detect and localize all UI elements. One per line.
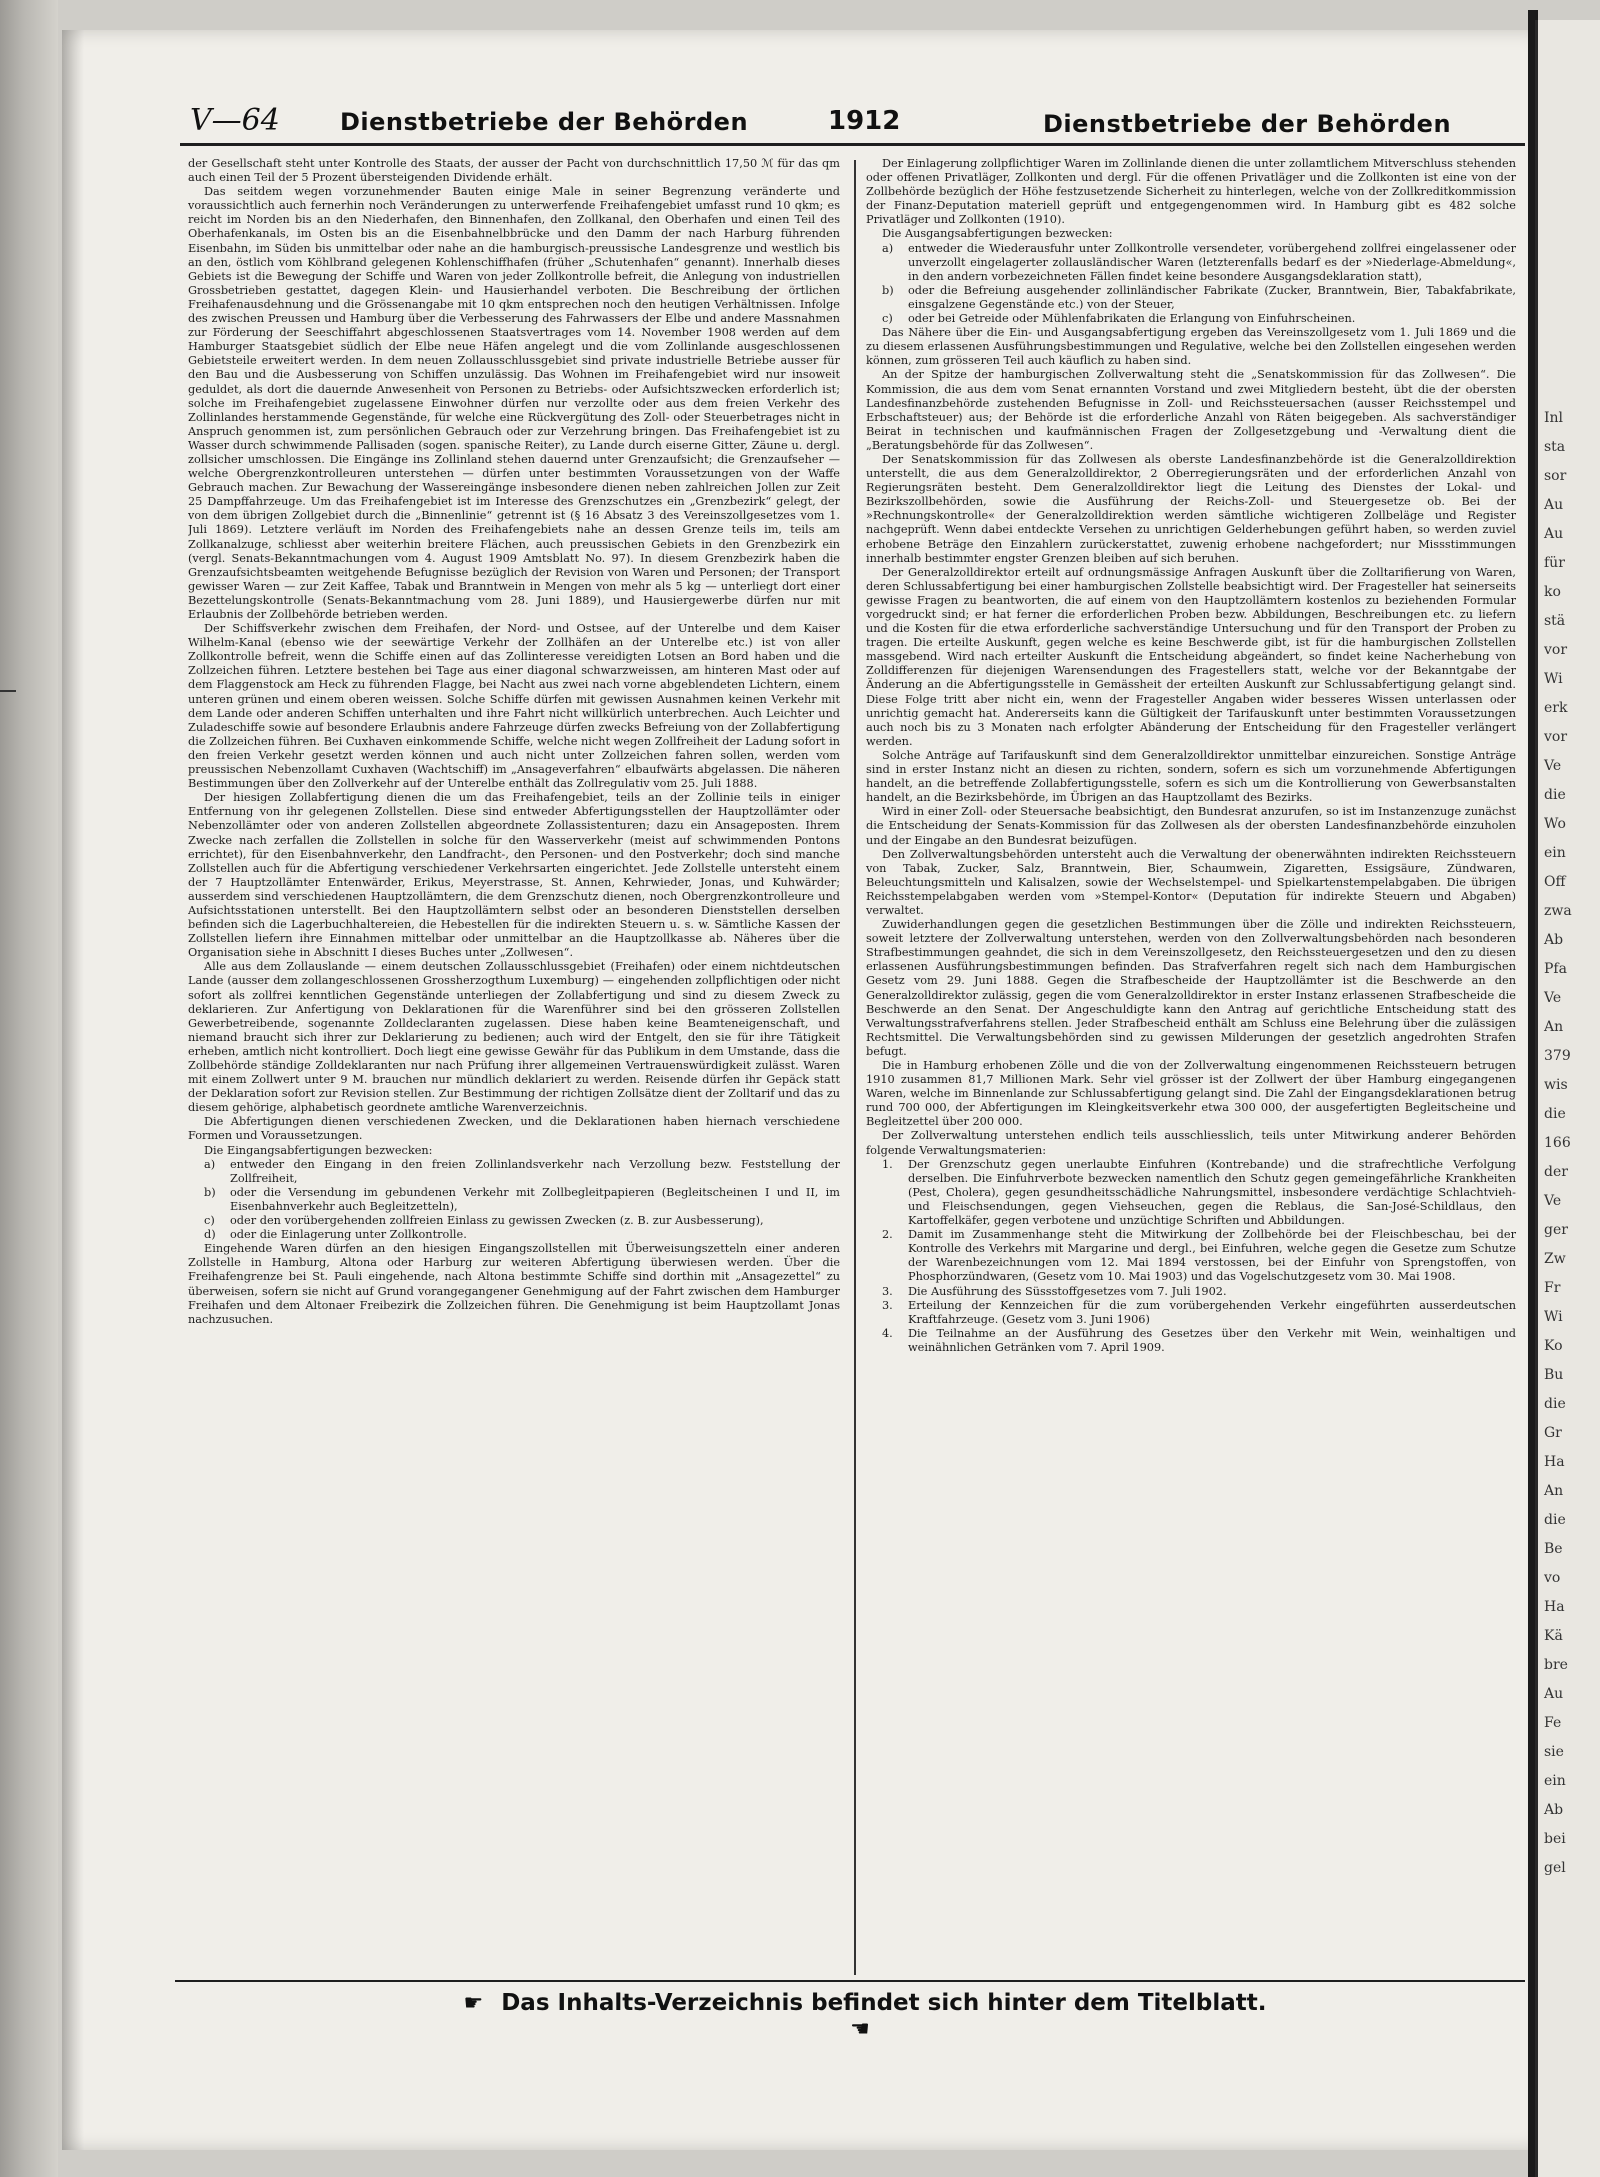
adjacent-page-fragment: der [1544, 1164, 1568, 1180]
list-item [188, 1186, 840, 1214]
adjacent-page-fragment: die [1544, 1396, 1566, 1412]
list-item-marker: d) [204, 1228, 216, 1242]
list-item-text: Damit im Zusammenhange steht die Mitwirkung der Zollbehörde bei der Fleischbeschau, bei der Kontrolle des Verkehrs mit Margarine und dergl., bei Einfuhren, welche gegen die Gesetze zum Schutze der Warenbezeichnungen vom 12. Mai 1894 verstossen, bei der Einfuhr von Sprengstoffen, von Phosphorzündwaren, (Gesetz vom 10. Mai 1903) und das Vogelschutzgesetz vom 30. Mai 1908. [908, 1228, 1516, 1284]
adjacent-page-fragment: ger [1544, 1222, 1568, 1238]
adjacent-page-fragment: Zw [1544, 1251, 1566, 1267]
adjacent-page-fragment: vor [1544, 642, 1568, 658]
footer-text: Das Inhalts-Verzeichnis befindet sich hinter dem Titelblatt. [501, 1990, 1267, 2016]
adjacent-page-fragment: Inl [1544, 410, 1564, 426]
body-paragraph: Der Senatskommission für das Zollwesen als oberste Landesfinanzbehörde ist die Generalzolldirektion unterstellt, die aus dem Generalzolldirektor, 2 Oberregierungsräten und der erforderlichen Anzahl von Regierungsräten besteht. Dem Generalzolldirektor liegt die Leitung des Dienstes der Lokal- und Bezirkszollbehörden, sowie die Ausführung der Reichs-Zoll- und Steuergesetze ob. Bei der »Rechnungskontrolle« der Generalzolldirektion werden sämtliche wichtigeren Zollbeläge und Register nachgeprüft. Wenn dabei entdeckte Versehen zu unrichtigen Gelderhebungen geführt haben, so werden zuviel erhobene Beträge den Einzahlern zurückerstattet, zuwenig erhobene nachgefordert; nur Missstimmungen innerhalb bestimmter engster Grenzen bleiben auf sich beruhen. [866, 452, 1516, 565]
right-column [866, 157, 1516, 1975]
adjacent-page-fragment: die [1544, 1512, 1566, 1528]
body-paragraph: Der Zollverwaltung unterstehen endlich teils ausschliesslich, teils unter Mitwirkung anderer Behörden folgende Verwaltungsmaterien: [866, 1129, 1516, 1157]
adjacent-page-fragment: Bu [1544, 1367, 1564, 1383]
adjacent-page-fragment: Au [1544, 497, 1564, 513]
list-item [866, 1285, 1516, 1299]
adjacent-page-fragment: Au [1544, 1686, 1564, 1702]
adjacent-page-fragment: für [1544, 555, 1565, 571]
adjacent-page-fragment: Ab [1544, 1802, 1564, 1818]
list-item-marker: 4. [882, 1326, 893, 1340]
list-item-text: oder den vorübergehenden zollfreien Einlass zu gewissen Zwecken (z. B. zur Ausbesserung), [230, 1214, 764, 1228]
list-item-marker: c) [204, 1214, 215, 1228]
body-paragraph: Alle aus dem Zollauslande — einem deutschen Zollausschlussgebiet (Freihafen) oder einem nichtdeutschen Lande (ausser dem zollangeschlossenen Grossherzogthum Luxemburg) — eingehenden zollpflichtigen oder nicht sofort als zollfrei kenntlichen Gegenstände unterliegen der Zollabfertigung und sind zu diesem Zweck zu deklarieren. Zur Anfertigung von Deklarationen für die Warenführer sind bei den grösseren Zollstellen Gewerbetreibende, sogenannte Zolldeclaranten zugelassen. Diese haben keine Beamteneigenschaft, und niemand braucht sich ihrer zur Deklarierung zu bedienen; auch wird der Entgelt, den sie für ihre Tätigkeit erheben, amtlich nicht kontrolliert. Doch liegt eine gewisse Gewähr für das Publikum in dem Umstande, dass die Zollbehörde ständige Zolldeklaranten nur nach Prüfung ihrer allgemeinen Vertrauenswürdigkeit zulässt. Waren mit einem Zollwert unter 9 M. brauchen nur mündlich deklariert zu werden. Reisende dürfen ihr Gepäck statt der Deklaration sofort zur Revision stellen. Zur Bestimmung der richtigen Zollsätze dient der Zolltarif und das zu diesem gehörige, alphabetisch geordnete amtliche Warenverzeichnis. [188, 960, 840, 1115]
ausgang-heading: Die Ausgangsabfertigungen bezwecken: [882, 227, 1113, 241]
body-paragraph: An der Spitze der hamburgischen Zollverwaltung steht die „Senatskommission für das Zollwesen“. Die Kommission, die aus dem vom Senat ernannten Vorstand und zwei Mitgliedern besteht, übt die der obersten Landesfinanzbehörde zustehenden Befugnisse in Zoll- und Reichssteuersachen (ausser Reichsstempel und Erbschaftsteuer) aus; der Behörde ist die erforderliche Anzahl von Räten beigegeben. Als sachverständiger Beirat in technischen und kaufmännischen Fragen der Zollgesetzgebung und -Verwaltung dient die „Beratungsbehörde für das Zollwesen“. [866, 368, 1516, 452]
adjacent-page-fragment: Ko [1544, 1338, 1563, 1354]
adjacent-page-fragment: Off [1544, 874, 1566, 890]
adjacent-page-fragment: Ve [1544, 990, 1562, 1006]
adjacent-page-fragment: vo [1544, 1570, 1561, 1586]
page-shadow [62, 30, 84, 2150]
adjacent-page-fragment: zwa [1544, 903, 1572, 919]
body-paragraph: Der Schiffsverkehr zwischen dem Freihafen, der Nord- und Ostsee, auf der Unterelbe und dem Kaiser Wilhelm-Kanal (ebenso wie der seewärtige Verkehr der Zollhäfen an der Unterelbe etc.) ist von aller Zollkontrolle befreit, wenn die Schiffe einen auf das Zollinteresse vereidigten Lotsen an Bord haben und die Zollzeichen führen. Letztere bestehen bei Tage aus einer diagonal schwarzweissen, am hinteren Mast oder auf dem Flaggenstock am Heck zu führenden Flagge, bei Nacht aus zwei nach vorne abgeblendeten Lichtern, einem unteren grünen und einem oberen weissen. Solche Schiffe dürfen mit gewissen Ausnahmen keinen Verkehr mit dem Lande oder anderen Schiffen unterhalten und ihre Fahrt nicht willkürlich unterbrechen. Auch Leichter und Zuladeschiffe sowie auf besondere Erlaubnis andere Fahrzeuge dürfen zwecks Befreiung von der Zollabfertigung die Zollzeichen führen. Bei Cuxhaven einkommende Schiffe, welche nicht wegen Zollfreiheit der Ladung sofort in den freien Verkehr gesetzt werden können und auch nicht unter Zollzeichen fahren sollen, werden vom preussischen Nebenzollamt Cuxhaven (Wachtschiff) im „Ansageverfahren“ elbaufwärts abgelassen. Die näheren Bestimmungen über den Zollverkehr auf der Unterelbe enthält das Zollregulativ vom 25. Juli 1888. [188, 622, 840, 791]
adjacent-page-fragment: ko [1544, 584, 1561, 600]
adjacent-page-fragment: An [1544, 1019, 1564, 1035]
body-paragraph: Zuwiderhandlungen gegen die gesetzlichen Bestimmungen über die Zölle und indirekten Reichssteuern, soweit letztere der Zollverwaltung unterstehen, werden von den Zollverwaltungsbehörden nach besonderen Strafbestimmungen geahndet, die sich in dem Vereinszollgesetz, den Reichssteuergesetzen und den zu diesen erlassenen Ausführungsbestimmungen befinden. Das Strafverfahren regelt sich nach dem Hamburgischen Gesetz vom 29. Juni 1888. Gegen die Strafbescheide der Hauptzollämter ist die Beschwerde an den Generalzolldirektor zulässig, gegen die vom Generalzolldirektor in erster Instanz erlassenen Strafbescheide die Beschwerde an den Senat. Der Angeschuldigte kann den Antrag auf gerichtliche Entscheidung statt des Verwaltungsstrafverfahrens stellen. Jeder Strafbescheid enthält am Schluss eine Belehrung über die zulässigen Rechtsmittel. Die Verwaltungsbehörden sind zu gewissen Milderungen der gesetzlich angedrohten Strafen befugt. [866, 918, 1516, 1058]
list-item-marker: a) [882, 241, 894, 255]
list-item [866, 1327, 1516, 1355]
adjacent-page-fragment: Ab [1544, 932, 1564, 948]
adjacent-page-fragment: ein [1544, 845, 1566, 861]
adjacent-page-fragment: ein [1544, 1773, 1566, 1789]
list-item-marker: a) [204, 1157, 216, 1171]
pointing-hand-left-icon: ☚ [850, 2017, 870, 2042]
adjacent-page-fragment: bre [1544, 1657, 1568, 1673]
body-paragraph: der Gesellschaft steht unter Kontrolle des Staats, der ausser der Pacht von durchschnittlich 17,50 ℳ für das qm auch einen Teil der 5 Prozent übersteigenden Dividende erhält. [188, 157, 840, 185]
adjacent-page-fragment: Ve [1544, 758, 1562, 774]
list-item-text: oder die Einlagerung unter Zollkontrolle. [230, 1228, 467, 1242]
adjacent-page-fragment: Pfa [1544, 961, 1567, 977]
adjacent-page-fragment: erk [1544, 700, 1568, 716]
body-paragraph: Solche Anträge auf Tarifauskunft sind dem Generalzolldirektor unmittelbar einzureichen. Sonstige Anträge sind in erster Instanz nicht an diesen zu richten, sondern, sofern es sich um vorzunehmende Abfertigungen handelt, an die betreffende Zollabfertigungsstelle, sofern es sich um die Kontrollierung von Gewerbsanstalten handelt, an die Bezirksbehörde, im Übrigen an das Hauptzollamt des Bezirks. [866, 748, 1516, 805]
adjacent-page-fragment: Au [1544, 526, 1564, 542]
list-item [188, 1228, 840, 1242]
adjacent-page-fragment: 379 [1544, 1048, 1571, 1064]
left-column [188, 157, 840, 1975]
list-item-text: Erteilung der Kennzeichen für die zum vorübergehenden Verkehr eingeführten ausserdeutschen Kraftfahrzeuge. (Gesetz vom 3. Juni 1906) [908, 1298, 1516, 1326]
adjacent-page-fragment: stä [1544, 613, 1566, 629]
list-item-text: entweder die Wiederausfuhr unter Zollkontrolle versendeter, vorübergehend zollfrei eingelassener oder unverzollt eingelagerter zollausländischer Waren (letzterenfalls bedarf es der »Niederlage-Abmeldung«, in den andern vorbezeichneten Fällen findet keine besondere Ausgangsdeklaration statt), [908, 241, 1516, 283]
adjacent-page-fragment: Ve [1544, 1193, 1562, 1209]
list-item-text: oder bei Getreide oder Mühlenfabrikaten die Erlangung von Einfuhrscheinen. [908, 312, 1356, 326]
adjacent-page-fragment: Wi [1544, 671, 1563, 687]
list-item [866, 1228, 1516, 1284]
list-item [866, 1299, 1516, 1327]
list-item-marker: b) [882, 283, 894, 297]
adjacent-page-fragment: gel [1544, 1860, 1566, 1876]
list-item-text: Der Grenzschutz gegen unerlaubte Einfuhren (Kontrebande) und die strafrechtliche Verfolgung derselben. Die Einfuhrverbote bezwecken namentlich den Schutz gegen gemeingefährliche Krankheiten (Pest, Cholera), gegen gesundheitsschädliche Nahrungsmittel, insbesondere verdächtige Schlachtvieh- und Fleischsendungen, gegen Viehseuchen, gegen die Reblaus, die San-José-Schildlaus, den Kartoffelkäfer, gegen verbotene und unzüchtige Schriften und Abbildungen. [908, 1157, 1516, 1228]
body-paragraph: Das Nähere über die Ein- und Ausgangsabfertigung ergeben das Vereinszollgesetz vom 1. Juli 1869 und die zu diesem erlassenen Ausführungsbestimmungen und Regulative, welche bei den Zollstellen eingesehen werden können, zum grösseren Teil auch käuflich zu haben sind. [866, 326, 1516, 368]
margin-tick-mark [0, 690, 16, 692]
adjacent-page-fragment: sta [1544, 439, 1566, 455]
column-divider [854, 160, 856, 1975]
running-title-left: Dienstbetriebe der Behörden [340, 108, 749, 136]
body-paragraph: Die in Hamburg erhobenen Zölle und die von der Zollverwaltung eingenommenen Reichssteuern betrugen 1910 zusammen 81,7 Millionen Mark. Sehr viel grösser ist der Zollwert der über Hamburg eingegangenen Waren, welche im Binnenlande zur Schlussabfertigung gelangt sind. Die Zahl der Eingangsdeklarationen betrug rund 700 000, der Abfertigungen im Kleingkeitsverkehr etwa 300 000, der ausgefertigten Begleitscheine und Begleitzettel über 200 000. [866, 1059, 1516, 1129]
header-rule [180, 143, 1525, 146]
list-item-marker: 2. [882, 1228, 893, 1242]
body-paragraph: Der Generalzolldirektor erteilt auf ordnungsmässige Anfragen Auskunft über die Zolltarifierung von Waren, deren Schlussabfertigung bei einer hamburgischen Zollstelle beabsichtigt wird. Der Fragesteller hat seinerseits gewisse Fragen zu beantworten, die auf einem von den Hauptzollämtern kostenlos zu beziehenden Formular vorgedruckt sind; er hat ferner die erforderlichen Proben bezw. Abbildungen, Beschreibungen etc. zu liefern und die Kosten für die etwa erforderliche sachverständige Untersuchung und für den Transport der Proben zu tragen. Die erteilte Auskunft, gegen welche es keine Beschwerde gibt, ist für die hamburgischen Zollstellen massgebend. Wird nach erteilter Auskunft die Entscheidung abgeändert, so findet keine Nacherhebung von Zolldifferenzen für diejenigen Warensendungen des Fragestellers statt, welche vor der Bekanntgabe der Änderung an die Abfertigungsstelle in Gemässheit der erteilten Auskunft zur Schlussabfertigung gelangt sind. Diese Folge tritt aber nicht ein, wenn der Fragesteller Angaben wider besseres Wissen unterlassen oder unrichtig gemacht hat. Andererseits kann die Gültigkeit der Tarifauskunft unter bestimmten Voraussetzungen auch noch bis zu 3 Monaten nach erfolgter Abänderung der Entscheidung für den Fragesteller verlängert werden. [866, 565, 1516, 748]
running-title-right: Dienstbetriebe der Behörden [1043, 110, 1452, 138]
right-intro-paragraph: Der Einlagerung zollpflichtiger Waren im Zollinlande dienen die unter zollamtlichem Mitverschluss stehenden oder offenen Privatläger, Zollkonten und dergl. Für die offenen Privatläger und die Zollkonten ist eine von der Zollbehörde bezüglich der Höhe festzusetzende Sicherheit zu hinterlegen, welche von der Zollkreditkommission der Finanz-Deputation materiell geprüft und entgegengenommen wird. In Hamburg gibt es 482 solche Privatläger und Zollkonten (1910). [866, 157, 1516, 227]
adjacent-page-fragment: die [1544, 787, 1566, 803]
body-paragraph: Die Abfertigungen dienen verschiedenen Zwecken, und die Deklarationen haben hiernach verschiedene Formen und Voraussetzungen. [188, 1115, 840, 1143]
footer-notice [430, 1990, 1290, 2042]
list-item-text: entweder den Eingang in den freien Zollinlandsverkehr nach Verzollung bezw. Feststellung der Zollfreiheit, [230, 1157, 840, 1185]
adjacent-page-fragment: Fr [1544, 1280, 1561, 1296]
adjacent-page-fragment: sor [1544, 468, 1567, 484]
adjacent-page-fragment: Be [1544, 1541, 1563, 1557]
page-folio: V—64 [190, 103, 280, 138]
adjacent-page-fragment: Wo [1544, 816, 1566, 832]
verwaltungsmaterien-list [866, 1158, 1516, 1355]
body-paragraph: Die Eingangsabfertigungen bezwecken: [204, 1143, 433, 1157]
adjacent-page-strip [1535, 20, 1600, 2177]
bottom-rule [175, 1980, 1525, 1982]
list-item-text: Die Teilnahme an der Ausführung des Gesetzes über den Verkehr mit Wein, weinhaltigen und weinähnlichen Getränken vom 7. April 1909. [908, 1326, 1516, 1354]
list-item-marker: b) [204, 1185, 216, 1199]
left-closing-paragraph: Eingehende Waren dürfen an den hiesigen Eingangszollstellen mit Überweisungszetteln einer anderen Zollstelle in Hamburg, Altona oder Harburg zur weiteren Abfertigung überwiesen werden. Über die Freihafengrenze bei St. Pauli eingehende, nach Altona bestimmte Schiffe sind dorthin mit „Ansagezettel“ zu überweisen, sofern sie nicht auf Grund vorangegangener Genehmigung auf der Fahrt zwischen dem Hamburger Freihafen und dem Altonaer Freibezirk die Zollzeichen führen. Die Genehmigung ist beim Hauptzollamt Jonas nachzusuchen. [188, 1242, 840, 1326]
adjacent-page-fragment: Ha [1544, 1454, 1565, 1470]
adjacent-page-fragment: Gr [1544, 1425, 1562, 1441]
list-item-marker: 3. [882, 1284, 893, 1298]
list-item [866, 312, 1516, 326]
adjacent-page-fragment: 166 [1544, 1135, 1571, 1151]
ausgang-list [866, 242, 1516, 327]
list-item-marker: c) [882, 312, 893, 326]
body-paragraph: Der hiesigen Zollabfertigung dienen die um das Freihafengebiet, teils an der Zollinie teils in einiger Entfernung von ihr gelegenen Zollstellen. Diese sind entweder Abfertigungsstellen der Hauptzollämter oder Nebenzollämter oder von anderen Zollstellen abgeordnete Zollassistenturen; dazu ein Ansageposten. Ihrem Zwecke nach zerfallen die Zollstellen in solche für den Wasserverkehr (meist auf schwimmenden Pontons errichtet), für den Eisenbahnverkehr, den Landfracht-, den Personen- und den Postverkehr; doch sind manche Zollstellen auch für die Abfertigung verschiedener Verkehrsarten eingerichtet. Jede Zollstelle untersteht einem der 7 Hauptzollämter Entenwärder, Erikus, Meyerstrasse, St. Annen, Kehrwieder, Jonas, und Kuhwärder; ausserdem sind verschiedenen Hauptzollämtern, die dem Grenzschutz dienen, noch Obergrenzkontrolleure und Aufsichtsstationen unterstellt. Bei den Hauptzollämtern selbst oder an besonderen Dienststellen derselben befinden sich die Lagerbuchhaltereien, die Hebestellen für die indirekten Steuern u. s. w. Sämtliche Kassen der Zollstellen liefern ihre Einnahmen mittelbar oder unmittelbar an die Hauptzollkasse ab. Näheres über die Organisation siehe in Abschnitt I dieses Buches unter „Zollwesen“. [188, 791, 840, 960]
list-item [188, 1214, 840, 1228]
list-item-text: oder die Versendung im gebundenen Verkehr mit Zollbegleitpapieren (Begleitscheinen I und II, im Eisenbahnverkehr auch Begleitzetteln), [230, 1185, 840, 1213]
list-item [188, 1158, 840, 1186]
body-paragraph: Wird in einer Zoll- oder Steuersache beabsichtigt, den Bundesrat anzurufen, so ist im Instanzenzuge zunächst die Entscheidung der Senats-Kommission für das Zollwesen als der obersten Landesfinanzbehörde einzuholen und der Eingabe an den Bundesrat beizufügen. [866, 805, 1516, 847]
body-paragraph: Das seitdem wegen vorzunehmender Bauten einige Male in seiner Begrenzung veränderte und voraussichtlich auch fernerhin noch Veränderungen zu unterwerfende Freihafengebiet umfasst rund 10 qkm; es reicht im Norden bis an den Niederhafen, den Binnenhafen, den Zollkanal, den Oberhafen und einen Teil des Oberhafenkanals, im Osten bis an die Eisenbahnelbbrücke und den Damm der nach Harburg führenden Eisenbahn, im Süden bis unmittelbar oder nahe an die hamburgisch-preussische Landesgrenze und westlich bis an den, östlich vom Köhlbrand gelegenen Kohlenschiffhafen (früher „Schutenhafen“ genannt). Innerhalb dieses Gebiets ist die Bewegung der Schiffe und Waren von jeder Zollkontrolle befreit, die Anlegung von industriellen Grossbetrieben gestattet, dagegen Klein- und Hausierhandel verboten. Die Beschreibung der örtlichen Freihafenausdehnung und die Grössenangabe mit 10 qkm entsprechen noch den heutigen Verhältnissen. Infolge des zwischen Preussen und Hamburg über die Verbesserung des Fahrwassers der Elbe und andere Massnahmen zur Förderung der Seeschiffahrt abgeschlossenen Staatsvertrages vom 14. November 1908 werden auf dem Hamburger Staatsgebiet südlich der Elbe neue Häfen angelegt und die vom Zollinlande ausgeschlossenen Gebietsteile erweitert werden. In dem neuen Zollausschlussgebiet sind private industrielle Betriebe ausser für den Bau und die Ausbesserung von Schiffen unzulässig. Das Wohnen im Freihafengebiet wird nur insoweit geduldet, als dort die dauernde Anwesenheit von Personen zu Betriebs- oder Aufsichtszwecken erforderlich ist; solche im Freihafengebiet zugelassene Einwohner dürfen nur verzollte oder aus dem freien Verkehr des Zollinlandes herstammende Gegenstände, für welche eine Rückvergütung des Zoll- oder Steuerbetrages nicht in Anspruch genommen ist, zum persönlichen Gebrauch oder zur Verzehrung bringen. Das Freihafengebiet ist zu Wasser durch schwimmende Pallisaden (sogen. spanische Reiter), zu Lande durch eiserne Gitter, Zäune u. dergl. zollsicher umschlossen. Die Eingänge ins Zollinland stehen dauernd unter Grenzaufsicht; die Grenzaufseher — welche Obergrenzkontrolleuren unterstehen — dürfen unter bestimmten Voraussetzungen von der Waffe Gebrauch machen. Zur Bewachung der Wassereingänge insbesondere dienen neben zahlreichen Jollen zur Zeit 25 Dampffahrzeuge. Um das Freihafengebiet ist im Interesse des Grenzschutzes ein „Grenzbezirk“ gelegt, der von dem übrigen Zollgebiet durch die „Binnenlinie“ getrennt ist (§ 16 Absatz 3 des Vereinszollgesetzes vom 1. Juli 1869). Letztere verläuft im Norden des Freihafengebiets nahe an dessen Grenze teils im, teils am Zollkanalzuge, schliesst aber weiterhin breitere Flächen, auch preussischen Gebiets in den Grenzbezirk ein (vergl. Senats-Bekanntmachungen vom 4. August 1909 Amtsblatt No. 97). In diesem Grenzbezirk haben die Grenzaufsichtsbeamten weitgehende Befugnisse bezüglich der Revision von Waren und Personen; der Transport gewisser Waren — zur Zeit Kaffee, Tabak und Branntwein in Mengen von mehr als 5 kg — unterliegt dort einer Bezettelungskontrolle (Senats-Bekanntmachung vom 28. Juni 1889), und Hausiergewerbe dürfen nur mit Erlaubnis der Zollbehörde betrieben werden. [188, 185, 840, 621]
pointing-hand-right-icon: ☛ [463, 1991, 484, 2016]
list-item-marker: 1. [882, 1157, 893, 1171]
adjacent-page-fragment: wis [1544, 1077, 1568, 1093]
adjacent-page-fragment: die [1544, 1106, 1566, 1122]
list-item-text: Die Ausführung des Süssstoffgesetzes vom 7. Juli 1902. [908, 1284, 1227, 1298]
adjacent-page-fragment: Fe [1544, 1715, 1562, 1731]
year-label: 1912 [828, 106, 901, 136]
adjacent-page-fragment: Ha [1544, 1599, 1565, 1615]
scan-edge-left [0, 0, 58, 2177]
eingang-list [188, 1158, 840, 1243]
adjacent-page-fragment: An [1544, 1483, 1564, 1499]
list-item [866, 1158, 1516, 1228]
list-item-text: oder die Befreiung ausgehender zollinländischer Fabrikate (Zucker, Branntwein, Bier, Tabakfabrikate, einsgalzene Gegenstände etc.) von der Steuer, [908, 283, 1516, 311]
body-paragraph: Den Zollverwaltungsbehörden untersteht auch die Verwaltung der obenerwähnten indirekten Reichssteuern von Tabak, Zucker, Salz, Branntwein, Bier, Schaumwein, Zigaretten, Essigsäure, Zündwaren, Beleuchtungsmitteln und Kalisalzen, sowie der Wechselstempel- und Spielkartenstempelabgaben. Die übrigen Reichsstempelabgaben werden vom »Stempel-Kontor« (Deputation für indirekte Steuern und Abgaben) verwaltet. [866, 847, 1516, 917]
adjacent-page-fragment: Kä [1544, 1628, 1563, 1644]
list-item [866, 284, 1516, 312]
list-item [866, 242, 1516, 284]
adjacent-page-fragment: bei [1544, 1831, 1566, 1847]
adjacent-page-fragment: sie [1544, 1744, 1564, 1760]
adjacent-page-fragment: Wi [1544, 1309, 1563, 1325]
adjacent-page-fragment: vor [1544, 729, 1568, 745]
list-item-marker: 3. [882, 1298, 893, 1312]
